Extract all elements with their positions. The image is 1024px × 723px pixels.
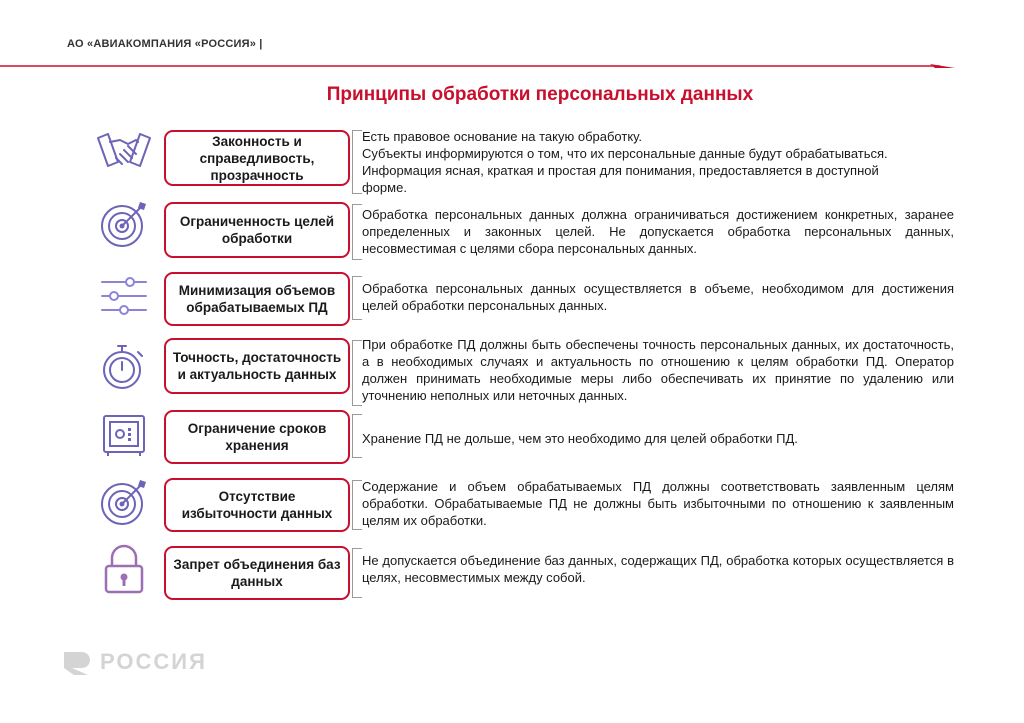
description-line: Информация ясная, краткая и простая для понимания, предоставляется в доступной форме. (362, 163, 879, 195)
principle-label: Отсутствие избыточности данных (164, 478, 350, 532)
header-company: АО «АВИАКОМПАНИЯ «РОССИЯ» | (67, 38, 263, 50)
description-line: Есть правовое основание на такую обработку. (362, 129, 642, 144)
padlock-icon (96, 544, 152, 596)
target-icon (96, 476, 152, 528)
description-bracket (352, 548, 362, 598)
description-bracket (352, 414, 362, 458)
description-line: Субъекты информируются о том, что их персональные данные будут обрабатываться. (362, 146, 888, 161)
safe-icon (96, 410, 152, 462)
sliders-icon (96, 272, 152, 324)
principle-description: Обработка персональных данных должна ограничиваться достижением конкретных, заранее определенных и законных целей. Не допускается обработка персональных данных, несовместимая с целями сбора персональных данных. (362, 207, 954, 256)
logo-text: РОССИЯ (100, 649, 207, 674)
description-bracket (352, 204, 362, 260)
description-bracket (352, 480, 362, 530)
principle-description: Хранение ПД не дольше, чем это необходимо для целей обработки ПД. (362, 431, 798, 446)
principle-description: Не допускается объединение баз данных, содержащих ПД, обработка которых осуществляется в целях, несовместимых между собой. (362, 553, 954, 585)
principle-label: Законность и справедливость, прозрачность (164, 130, 350, 186)
stopwatch-icon (96, 340, 152, 392)
principle-label: Ограниченность целей обработки (164, 202, 350, 258)
description-bracket (352, 276, 362, 320)
principle-label: Ограничение сроков хранения (164, 410, 350, 464)
company-logo (62, 648, 207, 676)
principle-label: Запрет объединения баз данных (164, 546, 350, 600)
principle-description: При обработке ПД должны быть обеспечены точность персональных данных, их достаточность, а в необходимых случаях и актуальность по отношению к целям обработки ПД. Оператор должен принимать необходимые меры либо обеспечивать их принятие по удалению или уточнению неполных или неточных данных. (362, 337, 954, 403)
handshake-icon (96, 128, 152, 180)
logo-mark-icon (62, 648, 94, 676)
header-divider (0, 62, 1024, 74)
principle-description: Содержание и объем обрабатываемых ПД должны соответствовать заявленным целям обработки. Обрабатываемые ПД не должны быть избыточными по отношению к заявленным целям их обработки. (362, 479, 954, 528)
target-icon (96, 198, 152, 250)
principle-label: Минимизация объемов обрабатываемых ПД (164, 272, 350, 326)
principle-description: Обработка персональных данных осуществляется в объеме, необходимом для достижения целей обработки персональных данных. (362, 281, 954, 313)
principle-label: Точность, достаточность и актуальность данных (164, 338, 350, 394)
principle-description (362, 128, 954, 196)
description-bracket (352, 340, 362, 406)
description-bracket (352, 130, 362, 194)
page-title: Принципы обработки персональных данных (326, 84, 754, 105)
